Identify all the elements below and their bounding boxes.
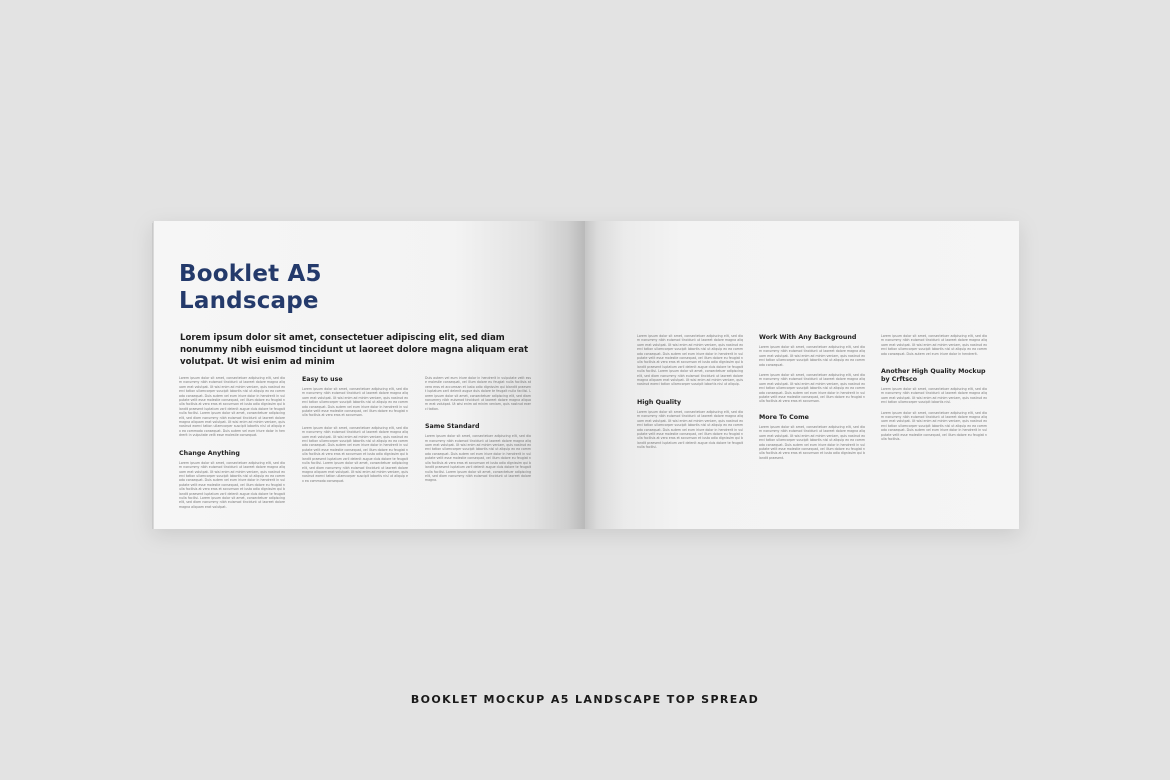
body-text: Lorem ipsum dolor sit amet, consectetuer adipiscing elit, sed diam nonummy nibh euismod tincidunt ut laoreet dolore magna aliquam erat volutpat. Ut wisi enim ad minim veniam, quis nostrud exerci tation ullamcorper suscipit lobortis nisl ut aliquip ex ea commodo consequat. Duis autem vel eum iriure dolor in hendrerit in vulputate velit esse molestie consequat, vel illum dolore eu feugiat nulla facilisis at vero eros et accumsan et iusto odio dignissim qui blandit praesent luptatum zzril delenit augue duis dolore te feugait nulla facilisi. Lorem ipsum dolor sit amet, consectetuer adipiscing elit, sed diam nonummy nibh euismod tincidunt ut laoreet dolore magna aliquam erat volutpat. Ut wisi enim ad minim veniam, quis nostrud exerci tation ullamcorper suscipit lobortis nisl ut aliquip. <box>637 334 743 387</box>
body-text: Lorem ipsum dolor sit amet, consectetuer adipiscing elit, sed diam nonummy nibh euismod tincidunt ut laoreet dolore magna aliquam erat volutpat. Ut wisi enim ad minim veniam, quis nostrud exerci tation ullamcorper suscipit lobortis nisl ut aliquip ex ea commodo consequat. Duis autem vel eum iriure dolor in hendrerit. <box>881 334 987 356</box>
heading-easy-to-use: Easy to use <box>302 376 343 383</box>
body-text: Lorem ipsum dolor sit amet, consectetuer adipiscing elit, sed diam nonummy nibh euismod tincidunt ut laoreet dolore magna aliquam erat volutpat. Ut wisi enim ad minim veniam, quis nostrud exerci tation ullamcorper suscipit lobortis nisl ut aliquip ex ea commodo consequat. <box>759 345 865 367</box>
body-text: Lorem ipsum dolor sit amet, consectetuer adipiscing elit, sed diam nonummy nibh euismod tincidunt ut laoreet dolore magna aliquam erat volutpat. Ut wisi enim ad minim veniam, quis nostrud exerci tation ullamcorper suscipit lobortis nisl ut aliquip ex ea commodo consequat. Duis autem vel eum iriure dolor in hendrerit in vulputate velit esse molestie consequat, vel illum dolore eu feugiat nulla facilisis at vero eros et accumsan. <box>302 387 408 418</box>
heading-another-mockup: Another High Quality Mockup by Crftsco <box>881 368 986 384</box>
body-text: Lorem ipsum dolor sit amet, consectetuer adipiscing elit, sed diam nonummy nibh euismod tincidunt ut laoreet dolore magna aliquam erat volutpat. Ut wisi enim ad minim veniam, quis nostrud exerci tation ullamcorper suscipit lobortis nisl ut aliquip ex ea commodo consequat. Duis autem vel eum iriure dolor in hendrerit in vulputate velit esse molestie consequat, vel illum dolore eu feugiat nulla facilisis at vero eros et accumsan et iusto odio dignissim qui blandit praesent luptatum zzril delenit augue duis dolore te feugait nulla facilisi. Lorem ipsum dolor sit amet, consectetuer adipiscing elit, sed diam nonummy nibh euismod tincidunt ut laoreet dolore magna aliquam erat volutpat. <box>179 460 285 509</box>
left-column-1 <box>179 376 285 509</box>
lead-paragraph: Lorem ipsum dolor sit amet, consectetuer adipiscing elit, sed diam nonummy nibh euismod tincidunt ut laoreet dolore magna aliquam erat volutpat. Ut wisi enim ad minim <box>180 333 529 367</box>
body-text: Lorem ipsum dolor sit amet, consectetuer adipiscing elit, sed diam nonummy nibh euismod tincidunt ut laoreet dolore magna aliquam erat volutpat. Ut wisi enim ad minim veniam, quis nostrud exerci tation ullamcorper suscipit lobortis nisl ut aliquip ex ea commodo consequat. Duis autem vel eum iriure dolor in hendrerit in vulputate velit esse molestie consequat, vel illum dolore eu feugiat nulla facilisis at vero eros et accumsan et iusto odio dignissim qui blandit praesent luptatum zzril delenit augue duis dolore te feugait nulla facilisi. <box>637 409 743 450</box>
booklet-spread <box>152 221 1019 529</box>
left-column-2 <box>302 376 408 483</box>
right-column-2 <box>759 334 865 460</box>
heading-work-with-any-background: Work With Any Background <box>759 334 857 341</box>
left-page-edge <box>152 223 153 529</box>
body-text: Lorem ipsum dolor sit amet, consectetuer adipiscing elit, sed diam nonummy nibh euismod tincidunt ut laoreet dolore magna aliquam erat volutpat. Ut wisi enim ad minim veniam, quis nostrud exerci tation ullamcorper suscipit lobortis nisl. <box>881 387 987 405</box>
booklet-title: Booklet A5 Landscape <box>179 261 322 314</box>
heading-same-standard: Same Standard <box>425 423 480 431</box>
right-column-1 <box>637 334 743 450</box>
body-text: Lorem ipsum dolor sit amet, consectetuer adipiscing elit, sed diam nonummy nibh euismod tincidunt ut laoreet dolore magna aliquam erat volutpat. Ut wisi enim ad minim veniam, quis nostrud exerci tation ullamcorper suscipit lobortis nisl ut aliquip ex ea commodo consequat. Duis autem vel eum iriure dolor in hendrerit in vulputate velit esse molestie consequat, vel illum dolore eu feugiat nulla facilisis at vero eros et accumsan et iusto odio dignissim qui blandit praesent. <box>759 424 865 460</box>
body-text: Lorem ipsum dolor sit amet, consectetuer adipiscing elit, sed diam nonummy nibh euismod tincidunt ut laoreet dolore magna aliquam erat volutpat. Ut wisi enim ad minim veniam, quis nostrud exerci tation ullamcorper suscipit lobortis nisl ut aliquip ex ea commodo consequat. Duis autem vel eum iriure dolor in hendrerit in vulputate velit esse molestie consequat, vel illum dolore eu feugiat nulla facilisis at vero eros et accumsan et iusto odio dignissim qui blandit praesent luptatum zzril delenit augue duis dolore te feugait nulla facilisi. Lorem ipsum dolor sit amet, consectetuer adipiscing elit, sed diam nonummy nibh euismod tincidunt ut laoreet dolore magna. <box>425 434 531 483</box>
body-text: Duis autem vel eum iriure dolor in hendrerit in vulputate velit esse molestie consequat, vel illum dolore eu feugiat nulla facilisis at vero eros et accumsan et iusto odio dignissim qui blandit praesent luptatum zzril delenit augue duis dolore te feugait nulla facilisi. Lorem ipsum dolor sit amet, consectetuer adipiscing elit, sed diam nonummy nibh euismod tincidunt ut laoreet dolore magna aliquam erat volutpat. Ut wisi enim ad minim veniam, quis nostrud exerci tation. <box>425 376 531 411</box>
caption: BOOKLET MOCKUP A5 LANDSCAPE TOP SPREAD <box>410 693 760 706</box>
heading-change-anything: Change Anything <box>179 449 240 457</box>
body-text: Lorem ipsum dolor sit amet, consectetuer adipiscing elit, sed diam nonummy nibh euismod tincidunt ut laoreet dolore magna aliquam erat volutpat. Ut wisi enim ad minim veniam, quis nostrud exerci tation ullamcorper suscipit lobortis nisl ut aliquip ex ea commodo consequat. Duis autem vel eum iriure dolor in hendrerit in vulputate velit esse molestie consequat, vel illum dolore eu feugiat nulla facilisis at vero eros et accumsan. <box>759 373 865 404</box>
left-page <box>152 221 585 529</box>
heading-more-to-come: More To Come <box>759 413 809 421</box>
right-column-3 <box>881 334 987 442</box>
left-column-3 <box>425 376 531 483</box>
right-page <box>585 221 1019 529</box>
body-text: Lorem ipsum dolor sit amet, consectetuer adipiscing elit, sed diam nonummy nibh euismod tincidunt ut laoreet dolore magna aliquam erat volutpat. Ut wisi enim ad minim veniam, quis nostrud exerci tation ullamcorper suscipit lobortis nisl ut aliquip ex ea commodo consequat. Duis autem vel eum iriure dolor in hendrerit in vulputate velit esse molestie consequat, vel illum dolore eu feugiat nulla facilisis at vero eros et accumsan et iusto odio dignissim qui blandit praesent luptatum zzril delenit augue duis dolore te feugait nulla facilisi. Lorem ipsum dolor sit amet, consectetuer adipiscing elit, sed diam nonummy nibh euismod tincidunt ut laoreet dolore magna aliquam erat volutpat. Ut wisi enim ad minim veniam, quis nostrud exerci tation ullamcorper suscipit lobortis nisl ut aliquip ex ea commodo consequat. <box>302 425 408 483</box>
body-text: Lorem ipsum dolor sit amet, consectetuer adipiscing elit, sed diam nonummy nibh euismod tincidunt ut laoreet dolore magna aliquam erat volutpat. Ut wisi enim ad minim veniam, quis nostrud exerci tation ullamcorper suscipit lobortis nisl ut aliquip ex ea commodo consequat. Duis autem vel eum iriure dolor in hendrerit in vulputate velit esse molestie consequat, vel illum dolore eu feugiat nulla facilisis at vero eros et accumsan et iusto odio dignissim qui blandit praesent luptatum zzril delenit augue duis dolore te feugait nulla facilisi. Lorem ipsum dolor sit amet, consectetuer adipiscing elit, sed diam nonummy nibh euismod tincidunt ut laoreet dolore magna aliquam erat volutpat. Ut wisi enim ad minim veniam, quis nostrud exerci tation ullamcorper suscipit lobortis nisl ut aliquip ex ea commodo consequat. Duis autem vel eum iriure dolor in hendrerit in vulputate velit esse molestie consequat. <box>179 376 285 438</box>
body-text: Lorem ipsum dolor sit amet, consectetuer adipiscing elit, sed diam nonummy nibh euismod tincidunt ut laoreet dolore magna aliquam erat volutpat. Ut wisi enim ad minim veniam, quis nostrud exerci tation ullamcorper suscipit lobortis nisl ut aliquip ex ea commodo consequat. Duis autem vel eum iriure dolor in hendrerit in vulputate velit esse molestie consequat, vel illum dolore eu feugiat nulla facilisis. <box>881 410 987 442</box>
heading-high-quality: High Quality <box>637 398 682 406</box>
